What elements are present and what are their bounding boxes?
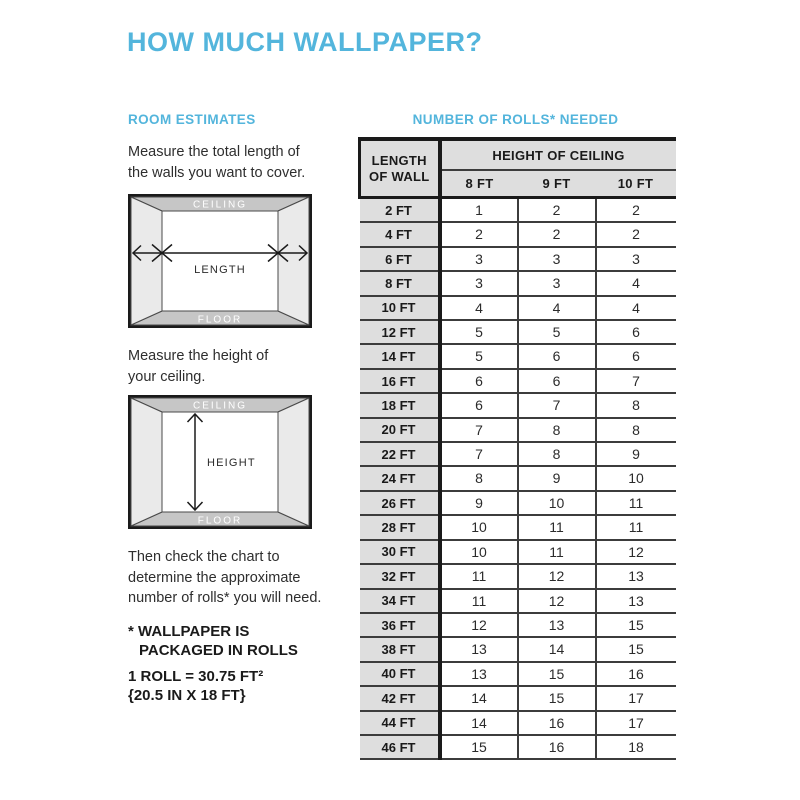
wall-length-cell: 40 FT xyxy=(360,662,440,686)
rolls-value-cell: 3 xyxy=(596,247,676,271)
rolls-value-cell: 10 xyxy=(518,491,596,515)
table-row xyxy=(360,369,676,393)
table-row xyxy=(360,735,676,759)
wall-length-cell: 18 FT xyxy=(360,393,440,417)
table-row xyxy=(360,613,676,637)
rolls-value-cell: 8 xyxy=(440,466,518,490)
rolls-value-cell: 9 xyxy=(596,442,676,466)
table-row xyxy=(360,271,676,295)
table-row xyxy=(360,466,676,490)
rolls-value-cell: 15 xyxy=(518,686,596,710)
rolls-value-cell: 16 xyxy=(518,735,596,759)
rolls-value-cell: 10 xyxy=(440,515,518,539)
wall-length-cell: 10 FT xyxy=(360,296,440,320)
rolls-value-cell: 17 xyxy=(596,711,676,735)
step2-instruction xyxy=(128,346,358,387)
note-line1: * WALLPAPER IS xyxy=(128,623,250,640)
rolls-value-cell: 11 xyxy=(518,540,596,564)
rolls-value-cell: 11 xyxy=(440,589,518,613)
wall-length-cell: 30 FT xyxy=(360,540,440,564)
wall-length-cell: 38 FT xyxy=(360,637,440,661)
table-row xyxy=(360,637,676,661)
height-of-ceiling-header: HEIGHT OF CEILING xyxy=(440,139,676,170)
table-row xyxy=(360,344,676,368)
left-wall-panel xyxy=(131,197,162,325)
wall-length-cell: 32 FT xyxy=(360,564,440,588)
rolls-value-cell: 6 xyxy=(518,369,596,393)
rolls-needed-table xyxy=(358,137,676,760)
rolls-value-cell: 10 xyxy=(596,466,676,490)
table-row xyxy=(360,247,676,271)
rolls-value-cell: 2 xyxy=(518,222,596,246)
wall-length-cell: 12 FT xyxy=(360,320,440,344)
wall-length-cell: 46 FT xyxy=(360,735,440,759)
note-line2: PACKAGED IN ROLLS xyxy=(139,642,298,659)
rolls-value-cell: 6 xyxy=(518,344,596,368)
rolls-value-cell: 9 xyxy=(440,491,518,515)
rolls-value-cell: 1 xyxy=(440,198,518,223)
wallpaper-rolls-note xyxy=(128,622,358,660)
ceiling-10ft-header: 10 FT xyxy=(596,170,676,198)
rolls-value-cell: 15 xyxy=(518,662,596,686)
wall-length-cell: 8 FT xyxy=(360,271,440,295)
rolls-value-cell: 11 xyxy=(440,564,518,588)
floor-label: FLOOR xyxy=(197,314,243,326)
rolls-needed-heading: NUMBER OF ROLLS* NEEDED xyxy=(412,112,619,127)
ceiling-label: CEILING xyxy=(192,400,248,412)
wall-length-cell: 22 FT xyxy=(360,442,440,466)
rolls-value-cell: 7 xyxy=(518,393,596,417)
table-row xyxy=(360,393,676,417)
roll-size-line1: 1 ROLL = 30.75 FT² xyxy=(128,668,264,685)
rolls-value-cell: 6 xyxy=(440,393,518,417)
table-row xyxy=(360,564,676,588)
height-dimension-label: HEIGHT xyxy=(207,457,256,469)
wall-length-cell: 26 FT xyxy=(360,491,440,515)
rolls-value-cell: 2 xyxy=(596,222,676,246)
rolls-value-cell: 13 xyxy=(518,613,596,637)
rolls-value-cell: 16 xyxy=(596,662,676,686)
rolls-value-cell: 3 xyxy=(518,247,596,271)
right-wall-panel xyxy=(278,197,309,325)
step2-line2: your ceiling. xyxy=(128,368,206,385)
rolls-value-cell: 8 xyxy=(518,442,596,466)
room-estimates-heading: ROOM ESTIMATES xyxy=(128,112,256,127)
rolls-value-cell: 2 xyxy=(440,222,518,246)
wall-length-cell: 20 FT xyxy=(360,418,440,442)
rolls-value-cell: 11 xyxy=(596,515,676,539)
rolls-value-cell: 17 xyxy=(596,686,676,710)
back-wall xyxy=(162,211,278,311)
table-row xyxy=(360,442,676,466)
table-row xyxy=(360,711,676,735)
table-row xyxy=(360,320,676,344)
rolls-value-cell: 14 xyxy=(440,711,518,735)
rolls-value-cell: 14 xyxy=(440,686,518,710)
rolls-value-cell: 5 xyxy=(440,344,518,368)
rolls-value-cell: 6 xyxy=(596,320,676,344)
rolls-value-cell: 10 xyxy=(440,540,518,564)
rolls-value-cell: 6 xyxy=(596,344,676,368)
rolls-value-cell: 16 xyxy=(518,711,596,735)
wall-length-cell: 14 FT xyxy=(360,344,440,368)
step3-line1: Then check the chart to xyxy=(128,549,280,565)
length-dimension-label: LENGTH xyxy=(194,264,246,276)
rolls-value-cell: 13 xyxy=(440,662,518,686)
rolls-value-cell: 11 xyxy=(518,515,596,539)
rolls-table xyxy=(358,137,674,760)
length-of-wall-line2: OF WALL xyxy=(368,168,430,184)
ceiling-9ft-header: 9 FT xyxy=(518,170,596,198)
rolls-value-cell: 7 xyxy=(596,369,676,393)
rolls-value-cell: 3 xyxy=(440,271,518,295)
wall-length-cell: 6 FT xyxy=(360,247,440,271)
table-row xyxy=(360,515,676,539)
wall-length-cell: 16 FT xyxy=(360,369,440,393)
ceiling-8ft-header: 8 FT xyxy=(440,170,518,198)
rolls-value-cell: 13 xyxy=(596,589,676,613)
step1-instruction xyxy=(128,142,358,183)
table-row xyxy=(360,540,676,564)
step3-line2: determine the approximate xyxy=(128,569,301,586)
length-of-wall-header xyxy=(360,139,440,198)
wall-length-cell: 42 FT xyxy=(360,686,440,710)
room-height-diagram xyxy=(128,395,312,529)
page-title: HOW MUCH WALLPAPER? xyxy=(127,27,483,57)
rolls-value-cell: 3 xyxy=(440,247,518,271)
rolls-value-cell: 4 xyxy=(440,296,518,320)
wall-length-cell: 4 FT xyxy=(360,222,440,246)
rolls-value-cell: 15 xyxy=(440,735,518,759)
rolls-value-cell: 18 xyxy=(596,735,676,759)
rolls-value-cell: 4 xyxy=(518,296,596,320)
step1-line2: the walls you want to cover. xyxy=(128,164,306,181)
wall-length-cell: 36 FT xyxy=(360,613,440,637)
rolls-value-cell: 13 xyxy=(596,564,676,588)
rolls-value-cell: 9 xyxy=(518,466,596,490)
rolls-value-cell: 8 xyxy=(596,393,676,417)
wall-length-cell: 2 FT xyxy=(360,198,440,223)
table-row xyxy=(360,418,676,442)
rolls-value-cell: 5 xyxy=(440,320,518,344)
rolls-value-cell: 12 xyxy=(518,589,596,613)
table-header-row-1 xyxy=(360,139,676,170)
room-height-svg xyxy=(128,395,312,529)
rolls-value-cell: 2 xyxy=(596,198,676,223)
rolls-value-cell: 7 xyxy=(440,418,518,442)
rolls-value-cell: 13 xyxy=(440,637,518,661)
left-wall-panel xyxy=(131,398,162,526)
table-row xyxy=(360,491,676,515)
floor-label: FLOOR xyxy=(197,515,243,527)
rolls-value-cell: 15 xyxy=(596,637,676,661)
wall-length-cell: 28 FT xyxy=(360,515,440,539)
table-row xyxy=(360,222,676,246)
length-of-wall-line1: LENGTH xyxy=(371,152,427,168)
rolls-value-cell: 8 xyxy=(518,418,596,442)
rolls-value-cell: 7 xyxy=(440,442,518,466)
room-length-svg xyxy=(128,194,312,328)
rolls-value-cell: 3 xyxy=(518,271,596,295)
wall-length-cell: 44 FT xyxy=(360,711,440,735)
step3-line3: number of rolls* you will need. xyxy=(128,590,322,606)
rolls-value-cell: 5 xyxy=(518,320,596,344)
wall-length-cell: 34 FT xyxy=(360,589,440,613)
table-row xyxy=(360,662,676,686)
ceiling-label: CEILING xyxy=(192,199,248,211)
rolls-value-cell: 4 xyxy=(596,296,676,320)
rolls-value-cell: 8 xyxy=(596,418,676,442)
rolls-value-cell: 11 xyxy=(596,491,676,515)
rolls-value-cell: 12 xyxy=(596,540,676,564)
table-row xyxy=(360,296,676,320)
rolls-value-cell: 4 xyxy=(596,271,676,295)
roll-size-line2: {20.5 IN X 18 FT} xyxy=(128,687,246,704)
rolls-value-cell: 6 xyxy=(440,369,518,393)
right-wall-panel xyxy=(278,398,309,526)
table-row xyxy=(360,589,676,613)
step1-line1: Measure the total length of xyxy=(128,144,300,160)
roll-size-info xyxy=(128,667,358,705)
step3-instruction xyxy=(128,547,358,609)
table-row xyxy=(360,686,676,710)
rolls-value-cell: 2 xyxy=(518,198,596,223)
rolls-value-cell: 14 xyxy=(518,637,596,661)
wall-length-cell: 24 FT xyxy=(360,466,440,490)
table-row xyxy=(360,198,676,223)
rolls-value-cell: 15 xyxy=(596,613,676,637)
step2-line1: Measure the height of xyxy=(128,348,269,364)
rolls-value-cell: 12 xyxy=(518,564,596,588)
room-length-diagram xyxy=(128,194,312,328)
rolls-value-cell: 12 xyxy=(440,613,518,637)
